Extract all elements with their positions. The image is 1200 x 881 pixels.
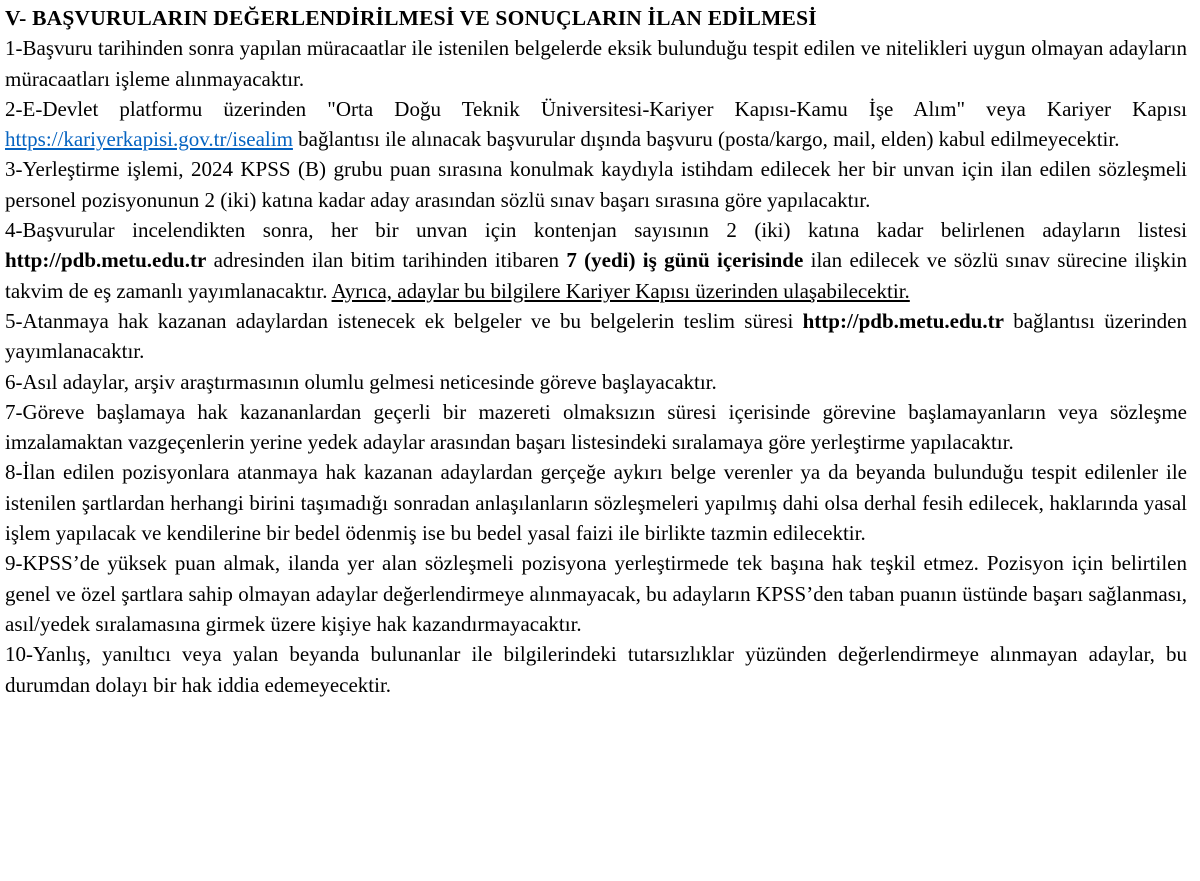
underlined-text-run: Ayrıca, adaylar bu bilgilere Kariyer Kapısı üzerinden ulaşabilecektir. — [331, 278, 910, 303]
hyperlink[interactable]: https://kariyerkapisi.gov.tr/isealim — [5, 127, 293, 152]
text-run: ilan edilecek ve sözlü sınav sürecine ilişkin takvim de eş zamanlı yayımlanacaktır. — [5, 248, 1187, 303]
paragraph-3 — [5, 154, 1187, 215]
text-run: bağlantısı üzerinden yayımlanacaktır. — [5, 308, 1187, 364]
text-run: 1-Başvuru tarihinden sonra yapılan müracaatlar ile istenilen belgelerde eksik bulunduğu tespit edilen ve nitelikleri uygun olmayan adayların müracaatları işleme alınmayacaktır. — [5, 36, 1187, 91]
paragraph-2 — [5, 94, 1187, 155]
text-run: 3-Yerleştirme işlemi, 2024 KPSS (B) grubu puan sırasına konulmak kaydıyla istihdam edilecek her bir unvan için ilan edilen sözleşmeli personel pozisyonunun 2 (iki) katına kadar aday arasından sözlü sınav başarı sırasına göre yapılacaktır. — [5, 157, 1187, 212]
text-run: adresinden ilan bitim tarihinden itibaren — [206, 248, 567, 273]
paragraph-9 — [5, 548, 1187, 639]
bold-text-run: http://pdb.metu.edu.tr — [802, 308, 1004, 333]
paragraph-8 — [5, 457, 1187, 548]
text-run: 9-KPSS’de yüksek puan almak, ilanda yer alan sözleşmeli pozisyona yerleştirmede tek başına hak teşkil etmez. Pozisyon için belirtilen genel ve özel şartlara sahip olmayan adaylar değerlendirmeye alınmayacak, bu adayların KPSS’den taban puanın üstünde başarı sağlanması, asıl/yedek sıralamasına girmek üzere kişiye hak kazandırmayacaktır. — [5, 551, 1187, 636]
text-run: 8-İlan edilen pozisyonlara atanmaya hak kazanan adaylardan gerçeğe aykırı belge verenler ya da beyanda bulunduğu tespit edilenler ile istenilen şartlardan herhangi birini taşımadığı sonradan anlaşılanların sözleşmeleri yapılmış dahi olsa derhal fesih edilecek, haklarında yasal işlem yapılacak ve kendilerine bir bedel ödenmiş ise bu bedel yasal faizi ile birlikte tazmin edilecektir. — [5, 460, 1187, 546]
paragraph-5 — [5, 306, 1187, 367]
bold-text-run: 7 (yedi) iş günü içerisinde — [566, 248, 804, 273]
paragraph-7 — [5, 397, 1187, 458]
text-run: bağlantısı ile alınacak başvurular dışında başvuru (posta/kargo, mail, elden) kabul edilmeyecektir. — [292, 127, 1120, 152]
document-body — [5, 33, 1187, 700]
bold-text-run: http://pdb.metu.edu.tr — [5, 248, 207, 273]
paragraph-6 — [5, 367, 1187, 397]
paragraph-4 — [5, 215, 1187, 306]
text-run: 4-Başvurular incelendikten sonra, her bir unvan için kontenjan sayısının 2 (iki) katına kadar belirlenen adayların listesi — [5, 218, 1187, 243]
paragraph-1 — [5, 33, 1187, 94]
paragraph-10 — [5, 639, 1187, 700]
text-run: 5-Atanmaya hak kazanan adaylardan istenecek ek belgeler ve bu belgelerin teslim süresi — [5, 308, 803, 333]
text-run: 6-Asıl adaylar, arşiv araştırmasının olumlu gelmesi neticesinde göreve başlayacaktır. — [5, 369, 717, 394]
text-run: 2-E-Devlet platformu üzerinden "Orta Doğu Teknik Üniversitesi-Kariyer Kapısı-Kamu İşe Alım" veya Kariyer Kapısı — [5, 96, 1187, 121]
text-run: 7-Göreve başlamaya hak kazananlardan geçerli bir mazereti olmaksızın süresi içerisinde görevine başlamayanların veya sözleşme imzalamaktan vazgeçenlerin yerine yedek adaylar arasından başarı listesindeki sıralamaya göre yerleştirme yapılacaktır. — [5, 399, 1187, 455]
document-title: V- BAŞVURULARIN DEĞERLENDİRİLMESİ VE SONUÇLARIN İLAN EDİLMESİ — [5, 6, 817, 30]
text-run: 10-Yanlış, yanıltıcı veya yalan beyanda bulunanlar ile bilgilerindeki tutarsızlıklar yüzünden değerlendirmeye alınmayan adaylar, bu durumdan dolayı bir hak iddia edemeyecektir. — [5, 642, 1187, 697]
